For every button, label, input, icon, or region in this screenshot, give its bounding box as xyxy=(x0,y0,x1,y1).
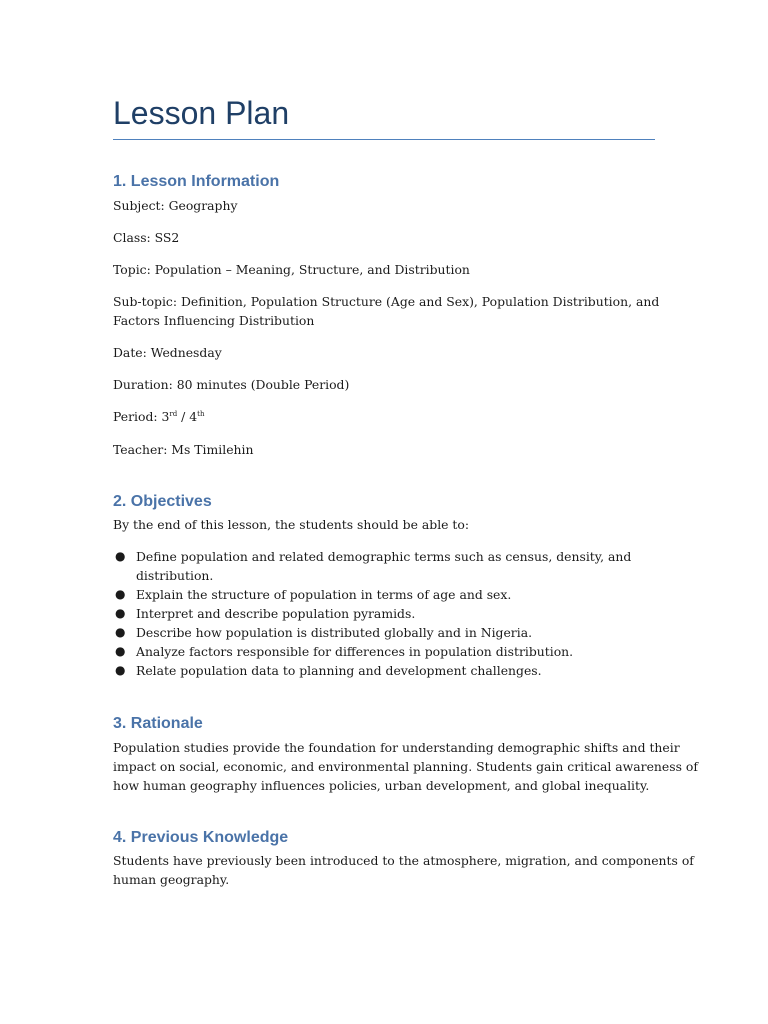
section-heading-previous-knowledge: 4. Previous Knowledge xyxy=(113,829,289,846)
list-item xyxy=(113,642,655,661)
period-mid: / 4 xyxy=(177,409,198,424)
list-item xyxy=(113,547,655,585)
rationale-line-3: how human geography influences policies, urban development, and global inequality. xyxy=(113,778,650,793)
objective-text: Analyze factors responsible for differences in population distribution. xyxy=(136,644,574,659)
period-sup-th: th xyxy=(197,410,205,418)
bullet-icon: ● xyxy=(115,644,126,658)
section-heading-objectives: 2. Objectives xyxy=(113,493,212,510)
title-divider xyxy=(113,139,655,140)
bullet-icon: ● xyxy=(115,663,126,677)
bullet-icon: ● xyxy=(115,549,126,563)
topic-line: Topic: Population – Meaning, Structure, and Distribution xyxy=(113,262,470,277)
period-sup-rd: rd xyxy=(169,410,178,418)
subject-line: Subject: Geography xyxy=(113,198,238,213)
subtopic-line-2: Factors Influencing Distribution xyxy=(113,313,315,328)
objective-text: Relate population data to planning and development challenges. xyxy=(136,663,542,678)
teacher-line: Teacher: Ms Timilehin xyxy=(113,442,254,457)
list-item xyxy=(113,661,655,680)
list-item xyxy=(113,623,655,642)
objective-text: Describe how population is distributed globally and in Nigeria. xyxy=(136,625,533,640)
page-title: Lesson Plan xyxy=(113,95,290,131)
class-line: Class: SS2 xyxy=(113,230,180,245)
list-item xyxy=(113,604,655,623)
objectives-intro: By the end of this lesson, the students should be able to: xyxy=(113,517,470,532)
bullet-icon: ● xyxy=(115,606,126,620)
rationale-line-2: impact on social, economic, and environmental planning. Students gain critical awareness of xyxy=(113,759,698,774)
objectives-list xyxy=(113,547,655,680)
previous-line-1: Students have previously been introduced to the atmosphere, migration, and components of xyxy=(113,853,694,868)
list-item xyxy=(113,585,655,604)
previous-line-2: human geography. xyxy=(113,872,230,887)
period-line xyxy=(113,407,655,427)
duration-line: Duration: 80 minutes (Double Period) xyxy=(113,377,350,392)
section-heading-rationale: 3. Rationale xyxy=(113,715,203,732)
rationale-line-1: Population studies provide the foundation for understanding demographic shifts and their xyxy=(113,740,680,755)
bullet-icon: ● xyxy=(115,587,126,601)
subtopic-line-1: Sub-topic: Definition, Population Structure (Age and Sex), Population Distribution, and xyxy=(113,294,660,309)
bullet-icon: ● xyxy=(115,625,126,639)
objective-text: Interpret and describe population pyramids. xyxy=(136,606,416,621)
date-line: Date: Wednesday xyxy=(113,345,222,360)
objective-text: Explain the structure of population in terms of age and sex. xyxy=(136,587,512,602)
period-prefix: Period: 3 xyxy=(113,409,170,424)
section-heading-lesson-information: 1. Lesson Information xyxy=(113,173,280,190)
objective-text: Define population and related demographic terms such as census, density, and distribution. xyxy=(136,549,632,583)
